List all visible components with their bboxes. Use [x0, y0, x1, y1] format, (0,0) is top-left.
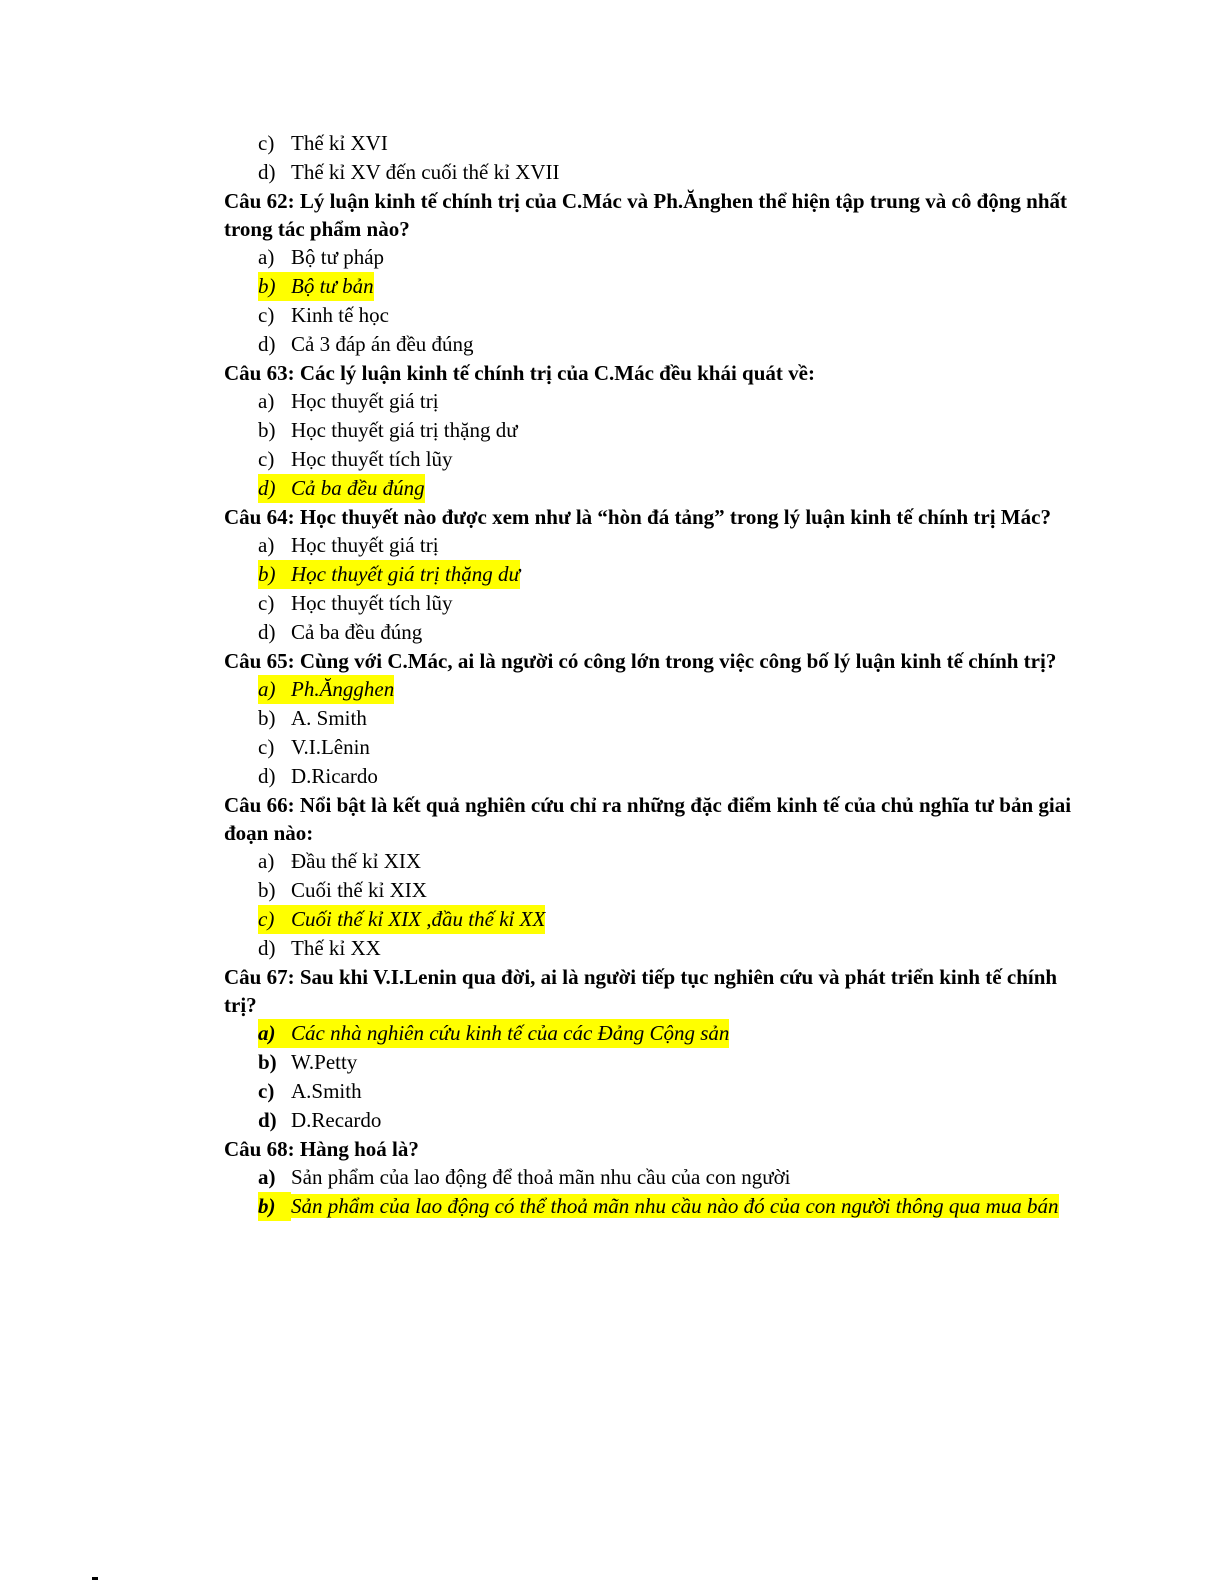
list-item	[258, 1106, 1074, 1135]
option-text: Cả 3 đáp án đều đúng	[291, 332, 474, 356]
correct-answer	[258, 1019, 1074, 1048]
option-letter: a)	[258, 533, 275, 557]
list-item	[258, 934, 1074, 963]
option-text: Cả ba đều đúng	[291, 620, 423, 644]
list-item	[258, 704, 1074, 733]
option-text: Học thuyết giá trị	[291, 533, 439, 557]
option-letter: d)	[258, 764, 276, 788]
correct-answer	[258, 474, 1074, 503]
option-letter: a)	[258, 1165, 276, 1189]
option-text: Sản phẩm của lao động để thoả mãn nhu cầu của con người	[291, 1165, 791, 1189]
option-text: Cả ba đều đúng	[291, 476, 425, 500]
list-item	[258, 1163, 1074, 1192]
option-letter: c)	[258, 735, 275, 759]
list-item	[258, 158, 1074, 187]
question-block	[224, 1135, 1074, 1221]
option-letter: c)	[258, 303, 275, 327]
option-letter: b)	[258, 274, 276, 298]
option-text: Kinh tế học	[291, 303, 389, 327]
option-text: A.Smith	[291, 1079, 362, 1103]
option-text: Học thuyết giá trị	[291, 389, 439, 413]
correct-answer	[258, 272, 1074, 301]
option-letter: c)	[258, 447, 275, 471]
question-block	[224, 187, 1074, 359]
option-letter: b)	[258, 418, 276, 442]
question-title: Câu 64: Học thuyết nào được xem như là “hòn đá tảng” trong lý luận kinh tế chính trị Mác?	[224, 505, 1051, 529]
correct-answer	[258, 905, 1074, 934]
option-letter: b)	[258, 1050, 277, 1074]
option-letter: d)	[258, 476, 276, 500]
option-letter: d)	[258, 936, 276, 960]
list-item	[258, 733, 1074, 762]
page-edge-mark	[92, 1577, 98, 1580]
list-item	[258, 129, 1074, 158]
list-item	[258, 301, 1074, 330]
option-text: Cuối thế kỉ XIX	[291, 878, 427, 902]
option-text: Cuối thế kỉ XIX ,đầu thế kỉ XX	[291, 907, 546, 931]
question-title: Câu 62: Lý luận kinh tế chính trị của C.Mác và Ph.Ănghen thể hiện tập trung và cô động nhất trong tác phẩm nào?	[224, 189, 1068, 241]
option-text: Thế kỉ XVI	[291, 131, 388, 155]
option-text: Đầu thế kỉ XIX	[291, 849, 422, 873]
option-text: Ph.Ăngghen	[291, 677, 395, 701]
correct-answer	[258, 560, 1074, 589]
option-letter: d)	[258, 1108, 277, 1132]
option-text: D.Recardo	[291, 1108, 382, 1132]
option-text: Học thuyết tích lũy	[291, 447, 453, 471]
option-text: Học thuyết giá trị thặng dư	[291, 418, 518, 442]
option-letter: b)	[258, 562, 276, 586]
option-letter: d)	[258, 332, 276, 356]
option-text: D.Ricardo	[291, 764, 378, 788]
option-letter: a)	[258, 849, 275, 873]
option-letter: c)	[258, 907, 275, 931]
option-text: Thế kỉ XV đến cuối thế kỉ XVII	[291, 160, 560, 184]
question-title: Câu 65: Cùng với C.Mác, ai là người có công lớn trong việc công bố lý luận kinh tế chính trị?	[224, 649, 1057, 673]
option-text: Học thuyết giá trị thặng dư	[291, 562, 521, 586]
option-text: W.Petty	[291, 1050, 358, 1074]
question-block	[224, 963, 1074, 1135]
option-letter: a)	[258, 677, 276, 701]
question-block	[224, 647, 1074, 791]
option-text: Bộ tư bản	[291, 274, 374, 298]
list-item	[258, 387, 1074, 416]
list-item	[258, 618, 1074, 647]
option-text: Các nhà nghiên cứu kinh tế của các Đảng Cộng sản	[291, 1021, 730, 1045]
question-block	[224, 359, 1074, 503]
option-letter: a)	[258, 245, 275, 269]
option-letter: c)	[258, 131, 275, 155]
question-title: Câu 63: Các lý luận kinh tế chính trị của C.Mác đều khái quát về:	[224, 361, 815, 385]
document-body	[224, 129, 1074, 1221]
option-text: V.I.Lênin	[291, 735, 370, 759]
option-text: Thế kỉ XX	[291, 936, 381, 960]
list-item	[258, 1077, 1074, 1106]
option-text: A. Smith	[291, 706, 367, 730]
list-item	[258, 589, 1074, 618]
option-letter: a)	[258, 1021, 276, 1045]
list-item	[258, 330, 1074, 359]
question-title: Câu 66: Nổi bật là kết quả nghiên cứu chỉ ra những đặc điểm kinh tế của chủ nghĩa tư bản giai đoạn nào:	[224, 793, 1072, 845]
option-letter: b)	[258, 1192, 291, 1221]
option-text: Bộ tư pháp	[291, 245, 385, 269]
option-letter: b)	[258, 706, 276, 730]
list-item	[258, 531, 1074, 560]
option-text: Học thuyết tích lũy	[291, 591, 453, 615]
list-item	[258, 847, 1074, 876]
question-block	[224, 791, 1074, 963]
correct-answer	[258, 1192, 1074, 1221]
question-title: Câu 67: Sau khi V.I.Lenin qua đời, ai là người tiếp tục nghiên cứu và phát triển kinh tế chính trị?	[224, 965, 1058, 1017]
option-letter: b)	[258, 878, 276, 902]
question-block	[224, 503, 1074, 647]
list-item	[258, 1048, 1074, 1077]
correct-answer	[258, 675, 1074, 704]
option-letter: c)	[258, 591, 275, 615]
option-letter: a)	[258, 389, 275, 413]
list-item	[258, 243, 1074, 272]
option-letter: c)	[258, 1079, 275, 1103]
option-letter: d)	[258, 620, 276, 644]
list-item	[258, 445, 1074, 474]
option-text: Sản phẩm của lao động có thể thoả mãn nhu cầu nào đó của con người thông qua mua bán	[291, 1194, 1059, 1218]
question-title: Câu 68: Hàng hoá là?	[224, 1137, 419, 1161]
list-item	[258, 416, 1074, 445]
list-item	[258, 876, 1074, 905]
list-item	[258, 762, 1074, 791]
option-letter: d)	[258, 160, 276, 184]
